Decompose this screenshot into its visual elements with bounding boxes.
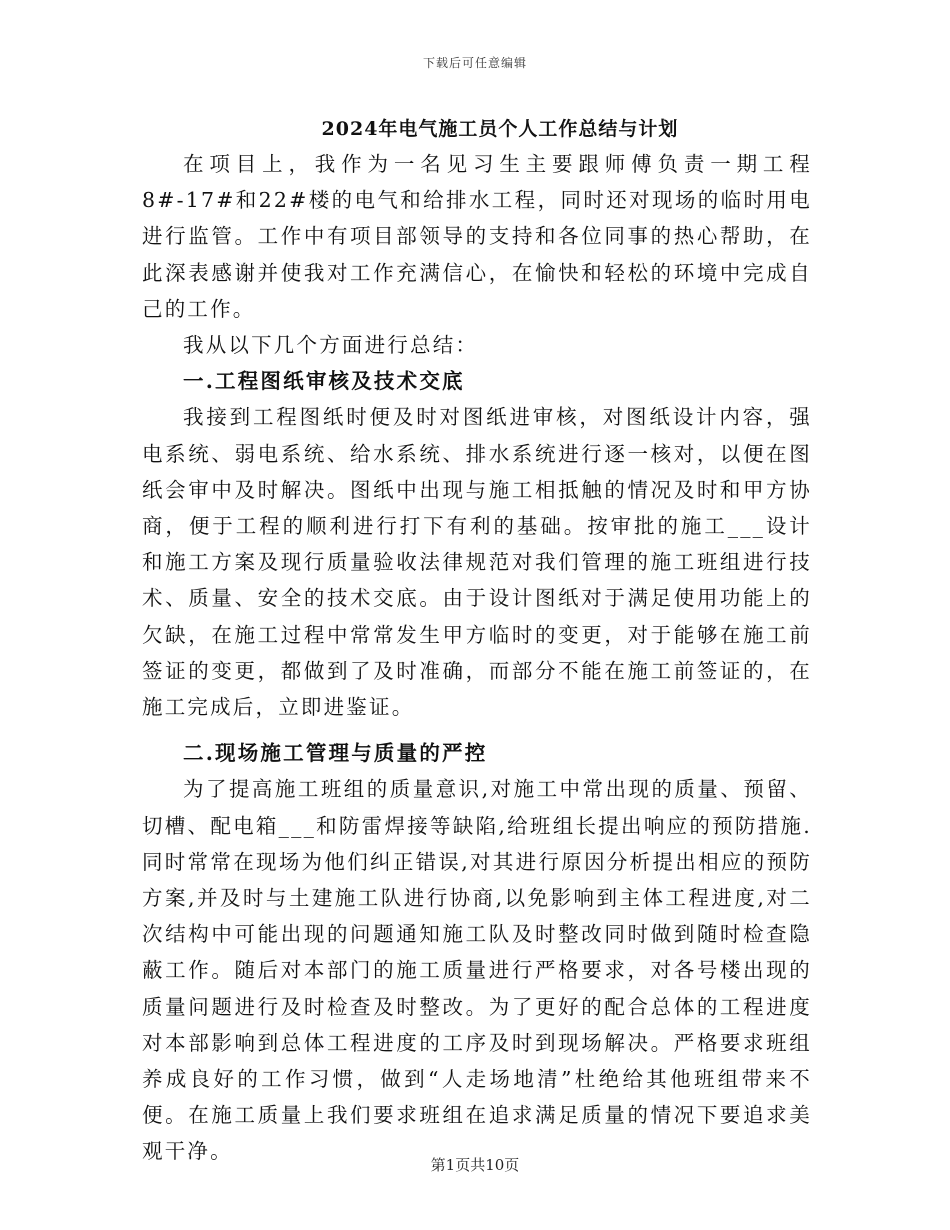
section-heading-2: 二.现场施工管理与质量的严控 — [183, 741, 488, 766]
document-body — [142, 146, 812, 1170]
page-footer: 第1页共10页 — [430, 1156, 520, 1174]
intro-paragraph: 在项目上，我作为一名见习生主要跟师傅负责一期工程8#-17#和22#楼的电气和给排水工程，同时还对现场的临时用电进行监管。工作中有项目部领导的支持和各位同事的热心帮助，在此深表感谢并使我对工作充满信心，在愉快和轻松的环境中完成自己的工作。 — [142, 152, 812, 321]
section-2-paragraph: 为了提高施工班组的质量意识,对施工中常出现的质量、预留、切槽、配电箱___和防雷焊接等缺陷,给班组长提出响应的预防措施.同时常常在现场为他们纠正错误,对其进行原因分析提出相应的预防方案,并及时与土建施工队进行协商,以免影响到主体工程进度,对二次结构中可能出现的问题通知施工队及时整改同时做到随时检查隐蔽工作。随后对本部门的施工质量进行严格要求，对各号楼出现的质量问题进行及时检查及时整改。为了更好的配合总体的工程进度对本部影响到总体工程进度的工序及时到现场解决。严格要求班组养成良好的工作习惯，做到“人走场地清”杜绝给其他班组带来不便。在施工质量上我们要求班组在追求满足质量的情况下要追求美观干净。 — [142, 777, 812, 1164]
section-heading-1: 一.工程图纸审核及技术交底 — [183, 369, 465, 394]
summary-lead-paragraph: 我从以下几个方面进行总结： — [183, 333, 479, 358]
document-title: 2024年电气施工员个人工作总结与计划 — [321, 118, 679, 140]
section-1-paragraph: 我接到工程图纸时便及时对图纸进审核，对图纸设计内容，强电系统、弱电系统、给水系统、排水系统进行逐一核对，以便在图纸会审中及时解决。图纸中出现与施工相抵触的情况及时和甲方协商，便于工程的顺利进行打下有利的基础。按审批的施工___设计和施工方案及现行质量验收法律规范对我们管理的施工班组进行技术、质量、安全的技术交底。由于设计图纸对于满足使用功能上的欠缺，在施工过程中常常发生甲方临时的变更，对于能够在施工前签证的变更，都做到了及时准确，而部分不能在施工前签证的，在施工完成后，立即进鉴证。 — [142, 405, 812, 720]
header-note: 下载后可任意编辑 — [422, 56, 527, 70]
